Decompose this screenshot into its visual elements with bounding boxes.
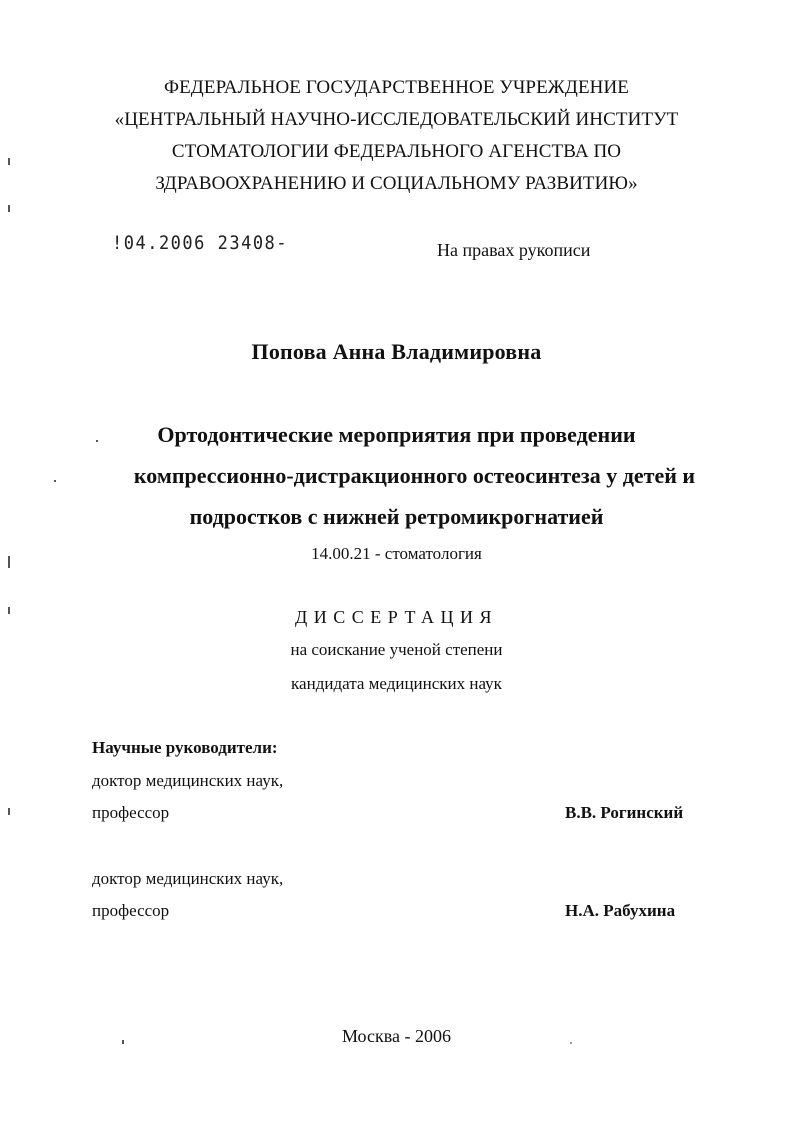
institution-line-2: «ЦЕНТРАЛЬНЫЙ НАУЧНО-ИССЛЕДОВАТЕЛЬСКИЙ ИНСТИТУТ xyxy=(114,109,679,130)
scan-speck xyxy=(8,808,10,815)
degree-line-2: кандидата медицинских наук xyxy=(291,674,502,693)
title-line-2: компрессионно-дистракционного остеосинтеза у детей и xyxy=(133,463,696,488)
supervisor-2-name: Н.А. Рабухина xyxy=(565,901,676,920)
scan-speck xyxy=(96,440,98,442)
registration-stamp-number: !04.2006 23408- xyxy=(112,232,289,255)
supervisor-2-rank: профессор xyxy=(92,901,170,920)
institution-line-4: ЗДРАВООХРАНЕНИЮ И СОЦИАЛЬНОМУ РАЗВИТИЮ» xyxy=(155,173,638,194)
supervisor-1-degree: доктор медицинских наук, xyxy=(92,771,284,790)
scan-speck xyxy=(570,1042,572,1044)
rights-note: На правах рукописи xyxy=(437,240,591,260)
scan-speck xyxy=(122,1040,124,1044)
supervisor-2-degree: доктор медицинских наук, xyxy=(92,869,284,888)
scan-speck xyxy=(54,480,56,482)
scan-speck xyxy=(8,607,10,614)
title-line-3: подростков с нижней ретромикрогнатией xyxy=(189,504,604,529)
author-name: Попова Анна Владимировна xyxy=(251,339,542,364)
supervisors-heading: Научные руководители: xyxy=(92,738,278,757)
specialty-code: 14.00.21 - стоматология xyxy=(311,544,482,563)
scan-speck xyxy=(8,205,10,212)
document-type: ДИССЕРТАЦИЯ xyxy=(294,607,499,627)
supervisor-1-name: В.В. Рогинский xyxy=(565,803,684,822)
title-line-1: Ортодонтические мероприятия при проведении xyxy=(157,422,636,447)
institution-line-3: СТОМАТОЛОГИИ ФЕДЕРАЛЬНОГО АГЕНСТВА ПО xyxy=(171,141,622,162)
scan-speck xyxy=(8,158,10,165)
scan-speck xyxy=(8,556,10,568)
institution-line-1: ФЕДЕРАЛЬНОЕ ГОСУДАРСТВЕННОЕ УЧРЕЖДЕНИЕ xyxy=(163,77,630,98)
city-year: Москва - 2006 xyxy=(342,1026,451,1046)
degree-line-1: на соискание ученой степени xyxy=(290,640,503,659)
supervisor-1-rank: профессор xyxy=(92,803,170,822)
